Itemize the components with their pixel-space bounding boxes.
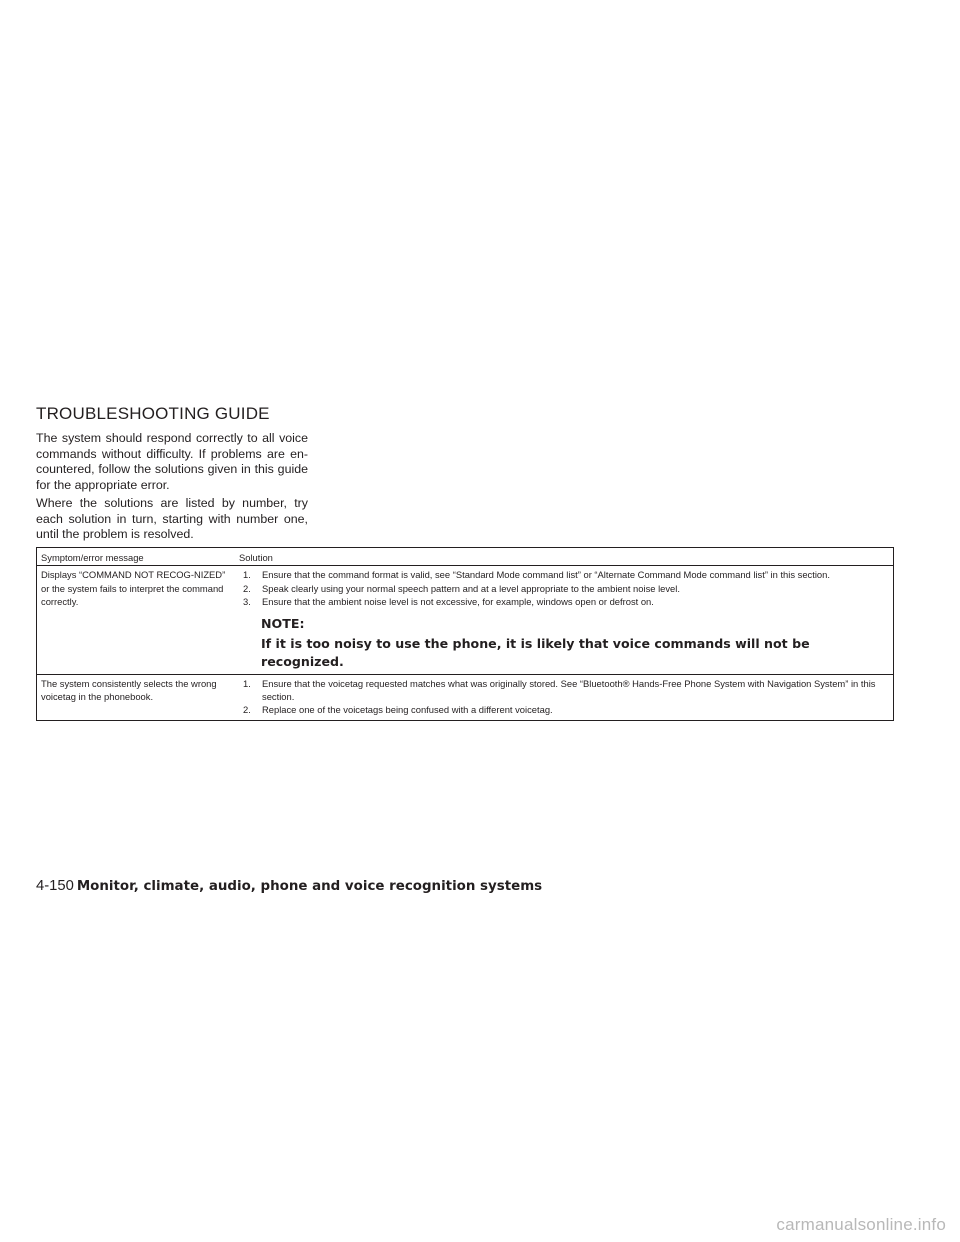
step-number: 1. [243,569,251,581]
step-number: 2. [243,582,251,594]
note-box [261,615,889,671]
solution-step [239,582,889,595]
solution-step [239,677,889,704]
troubleshooting-table [36,547,894,721]
page-footer [36,878,542,894]
solution-steps [239,677,889,717]
section-title: TROUBLESHOOTING GUIDE [36,404,270,423]
solution-steps [239,568,889,608]
table-header-row [37,548,894,566]
symptom-column-header: Symptom/error message [37,548,236,566]
step-text: Ensure that the command format is valid, see “Standard Mode command list” or “Alternate Command Mode command list” in this section. [262,569,830,581]
chapter-title: Monitor, climate, audio, phone and voice recognition systems [76,879,543,894]
step-number: 3. [243,596,251,608]
step-number: 2. [243,704,251,716]
solution-step [239,595,889,608]
note-text: If it is too noisy to use the phone, it is likely that voice commands will not be recognized. [261,635,810,669]
intro-paragraph: The system should respond correctly to all voice commands without difficulty. If problems are en-countered, follow the solutions given in this guide for the appropriate error. [36,431,308,492]
step-text: Speak clearly using your normal speech pattern and at a level appropriate to the ambient noise level. [262,582,680,594]
solution-cell [235,566,894,674]
solution-step [239,703,889,716]
step-text: Ensure that the voicetag requested matches what was originally stored. See “Bluetooth® Hands-Free Phone System with Navigation System” in this section. [262,677,876,703]
table-row [37,566,894,674]
step-text: Ensure that the ambient noise level is not excessive, for example, windows open or defrost on. [262,596,654,608]
solution-step [239,568,889,581]
solution-column-header: Solution [235,548,894,566]
note-label: NOTE: [261,615,305,631]
page-number: 4-150 [36,878,74,894]
symptom-cell: The system consistently selects the wrong voicetag in the phonebook. [37,674,236,720]
step-number: 1. [243,677,251,689]
table-row [37,674,894,720]
instruction-paragraph: Where the solutions are listed by number, try each solution in turn, starting with number one, until the problem is resolved. [36,496,308,542]
solution-cell [235,674,894,720]
step-text: Replace one of the voicetags being confused with a different voicetag. [262,704,553,716]
watermark: carmanualsonline.info [776,1215,946,1234]
symptom-cell: Displays “COMMAND NOT RECOG-NIZED” or the system fails to interpret the command correctly. [37,566,236,674]
